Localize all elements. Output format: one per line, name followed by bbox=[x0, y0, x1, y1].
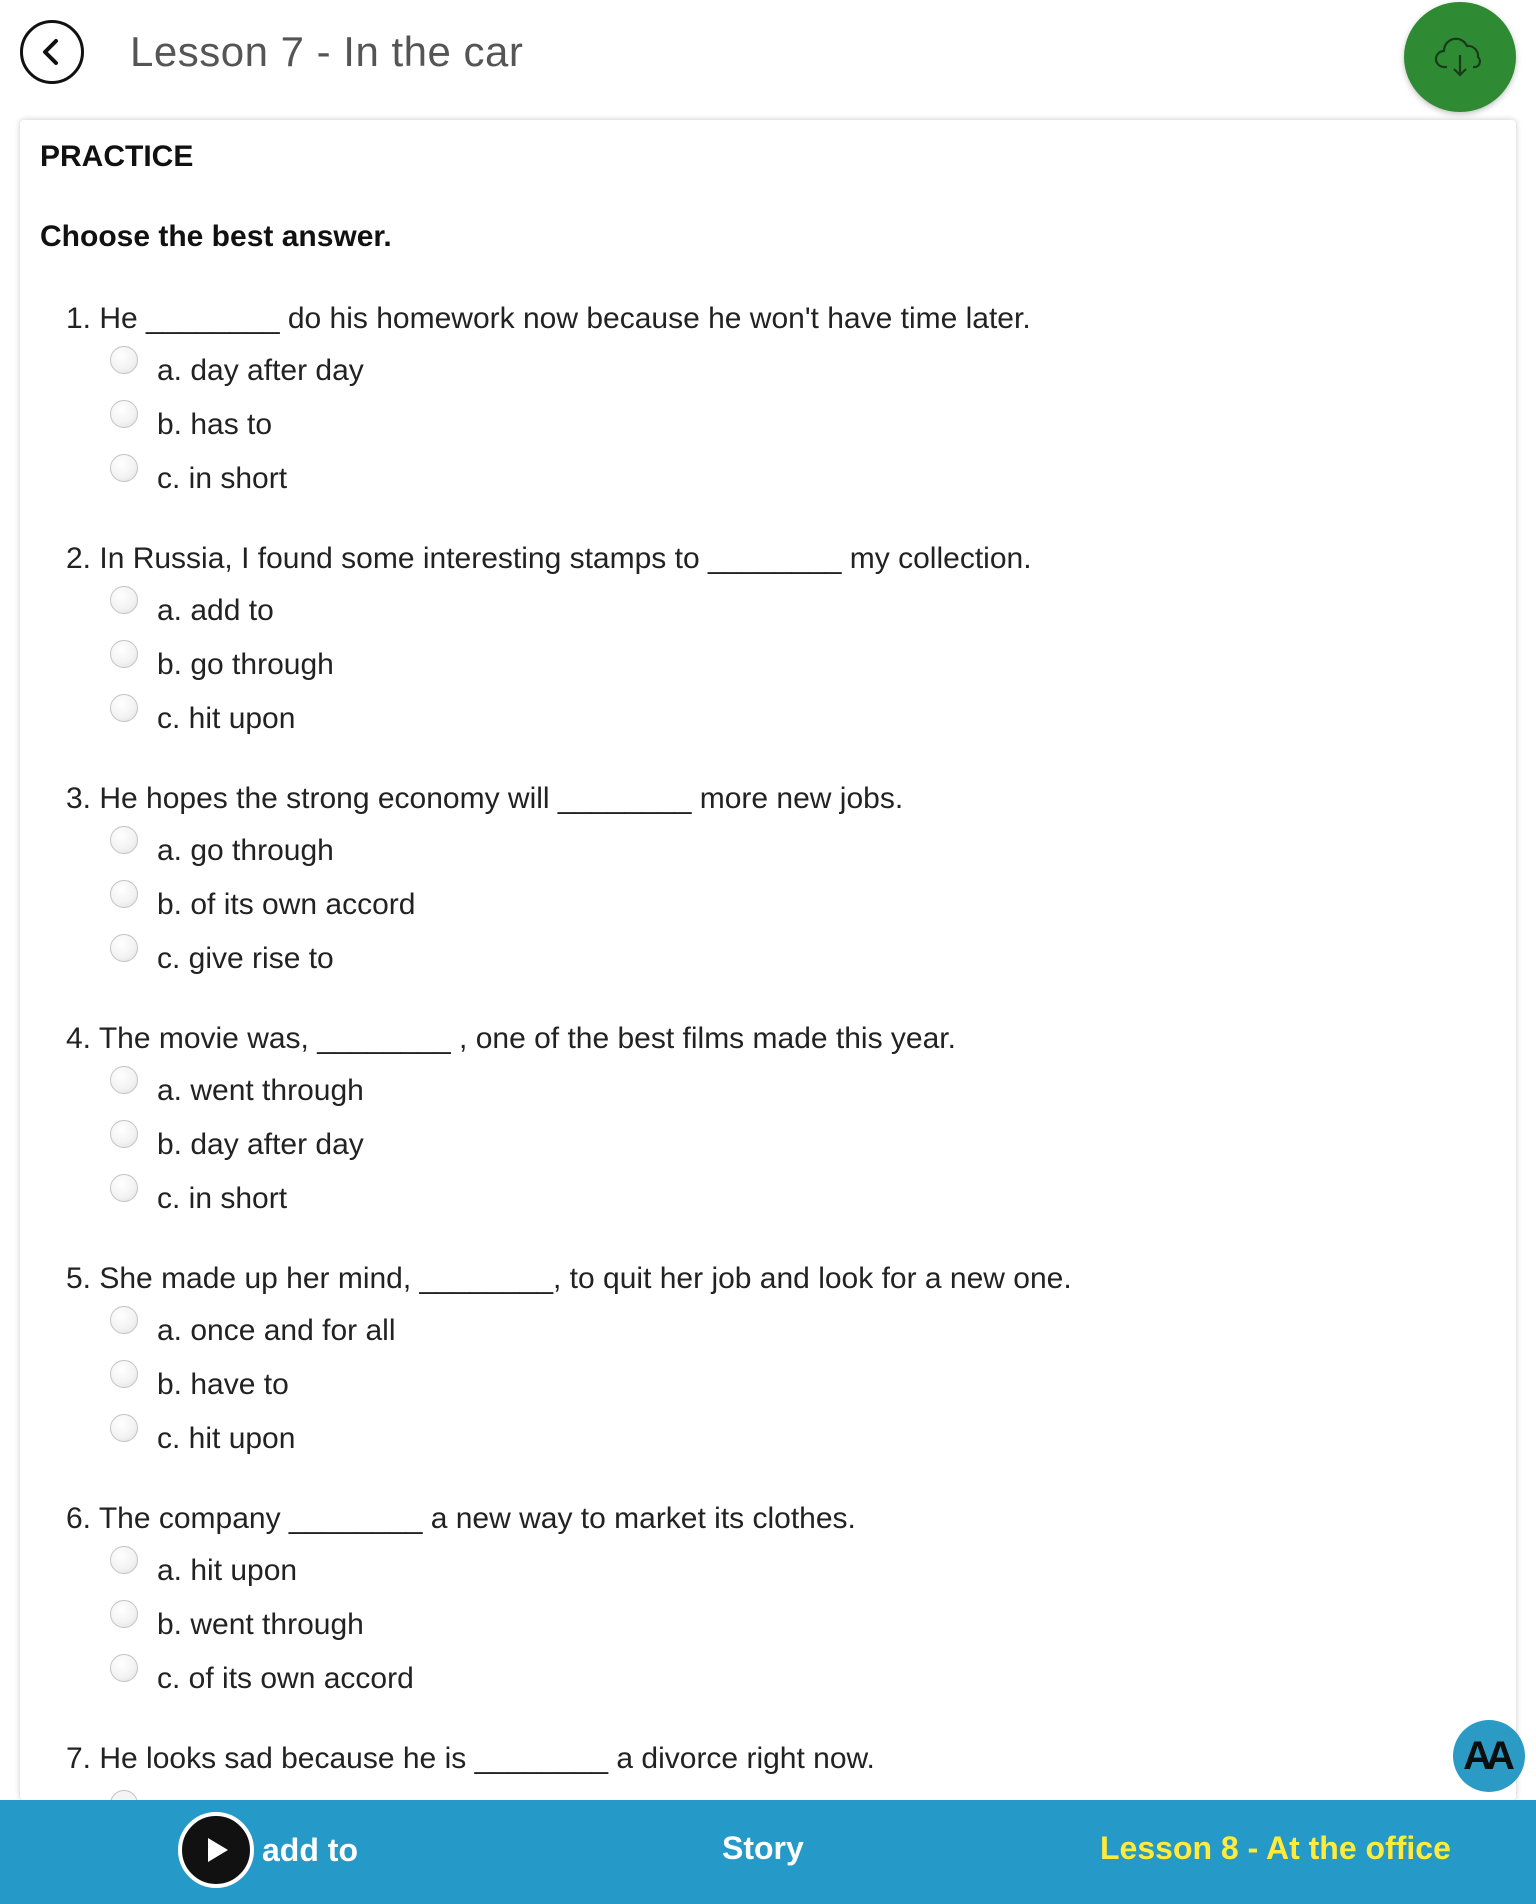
question-item bbox=[66, 294, 1466, 506]
option-label: a. day after day bbox=[157, 354, 364, 387]
answer-option[interactable] bbox=[66, 584, 1466, 638]
question-text: 2. In Russia, I found some interesting stamps to ________ my collection. bbox=[66, 542, 1032, 575]
answer-option[interactable] bbox=[66, 1598, 1466, 1652]
option-label: a. went through bbox=[157, 1074, 364, 1107]
practice-heading: PRACTICE bbox=[40, 140, 194, 173]
option-label: a. go through bbox=[157, 834, 334, 867]
download-button[interactable] bbox=[1404, 2, 1516, 112]
radio-button[interactable] bbox=[110, 346, 138, 374]
next-lesson-link[interactable]: Lesson 8 - At the office bbox=[1100, 1830, 1451, 1866]
question-item bbox=[66, 1734, 1466, 1784]
page-title: Lesson 7 - In the car bbox=[130, 28, 524, 75]
option-label: c. in short bbox=[157, 1182, 288, 1215]
radio-button[interactable] bbox=[110, 1066, 138, 1094]
answer-option[interactable] bbox=[66, 1304, 1466, 1358]
answer-option[interactable] bbox=[66, 1412, 1466, 1466]
radio-button[interactable] bbox=[110, 586, 138, 614]
radio-button[interactable] bbox=[110, 1360, 138, 1388]
radio-button[interactable] bbox=[110, 826, 138, 854]
radio-button[interactable] bbox=[110, 934, 138, 962]
radio-button[interactable] bbox=[110, 1306, 138, 1334]
option-label: b. went through bbox=[157, 1608, 364, 1641]
back-button[interactable] bbox=[20, 20, 84, 84]
option-label: c. in short bbox=[157, 462, 288, 495]
radio-button[interactable] bbox=[110, 1600, 138, 1628]
answer-option[interactable] bbox=[66, 1652, 1466, 1706]
option-label: b. go through bbox=[157, 648, 334, 681]
answer-option[interactable] bbox=[66, 344, 1466, 398]
answer-option[interactable] bbox=[66, 1544, 1466, 1598]
question-text: 3. He hopes the strong economy will ________ more new jobs. bbox=[66, 782, 904, 815]
radio-button[interactable] bbox=[110, 1174, 138, 1202]
answer-option[interactable] bbox=[66, 638, 1466, 692]
radio-button[interactable] bbox=[110, 1414, 138, 1442]
radio-button[interactable] bbox=[110, 454, 138, 482]
font-size-button[interactable] bbox=[1453, 1720, 1525, 1792]
answer-option[interactable] bbox=[66, 452, 1466, 506]
radio-button[interactable] bbox=[110, 1120, 138, 1148]
app-header bbox=[0, 0, 1536, 118]
cloud-download-icon bbox=[1434, 35, 1486, 79]
answer-option[interactable] bbox=[66, 1118, 1466, 1172]
option-label: a. hit upon bbox=[157, 1554, 298, 1587]
radio-button[interactable] bbox=[110, 880, 138, 908]
answer-option[interactable] bbox=[66, 878, 1466, 932]
question-text: 7. He looks sad because he is ________ a divorce right now. bbox=[66, 1742, 875, 1775]
question-item bbox=[66, 1014, 1466, 1226]
question-text: 5. She made up her mind, ________, to quit her job and look for a new one. bbox=[66, 1262, 1072, 1295]
radio-button[interactable] bbox=[110, 640, 138, 668]
option-label: b. of its own accord bbox=[157, 888, 416, 921]
question-item bbox=[66, 1254, 1466, 1466]
radio-button[interactable] bbox=[110, 694, 138, 722]
radio-button[interactable] bbox=[110, 1654, 138, 1682]
question-item bbox=[66, 1494, 1466, 1706]
radio-button[interactable] bbox=[110, 400, 138, 428]
question-item bbox=[66, 774, 1466, 986]
question-text: 6. The company ________ a new way to market its clothes. bbox=[66, 1502, 856, 1535]
question-text: 4. The movie was, ________ , one of the best films made this year. bbox=[66, 1022, 956, 1055]
question-text: 1. He ________ do his homework now because he won't have time later. bbox=[66, 302, 1031, 335]
radio-button[interactable] bbox=[110, 1546, 138, 1574]
answer-option[interactable] bbox=[66, 824, 1466, 878]
option-label: c. of its own accord bbox=[157, 1662, 414, 1695]
play-icon bbox=[199, 1833, 233, 1867]
audio-label: add to bbox=[262, 1832, 358, 1868]
option-label: c. give rise to bbox=[157, 942, 334, 975]
question-item bbox=[66, 534, 1466, 746]
play-audio-button[interactable] bbox=[178, 1812, 254, 1888]
answer-option[interactable] bbox=[66, 1172, 1466, 1226]
radio-button-partial[interactable] bbox=[110, 1790, 138, 1800]
answer-option[interactable] bbox=[66, 1358, 1466, 1412]
option-label: b. have to bbox=[157, 1368, 289, 1401]
option-label: c. hit upon bbox=[157, 702, 296, 735]
answer-option[interactable] bbox=[66, 1064, 1466, 1118]
option-label: a. once and for all bbox=[157, 1314, 396, 1347]
option-label: c. hit upon bbox=[157, 1422, 296, 1455]
chevron-left-icon bbox=[37, 37, 67, 67]
instruction-text: Choose the best answer. bbox=[40, 220, 392, 253]
option-label: a. add to bbox=[157, 594, 274, 627]
footer-bar bbox=[0, 1800, 1536, 1904]
font-size-label: AA bbox=[1463, 1733, 1509, 1778]
option-label: b. day after day bbox=[157, 1128, 364, 1161]
story-link[interactable]: Story bbox=[722, 1830, 804, 1866]
answer-option[interactable] bbox=[66, 692, 1466, 746]
option-label: b. has to bbox=[157, 408, 273, 441]
answer-option[interactable] bbox=[66, 932, 1466, 986]
answer-option[interactable] bbox=[66, 398, 1466, 452]
